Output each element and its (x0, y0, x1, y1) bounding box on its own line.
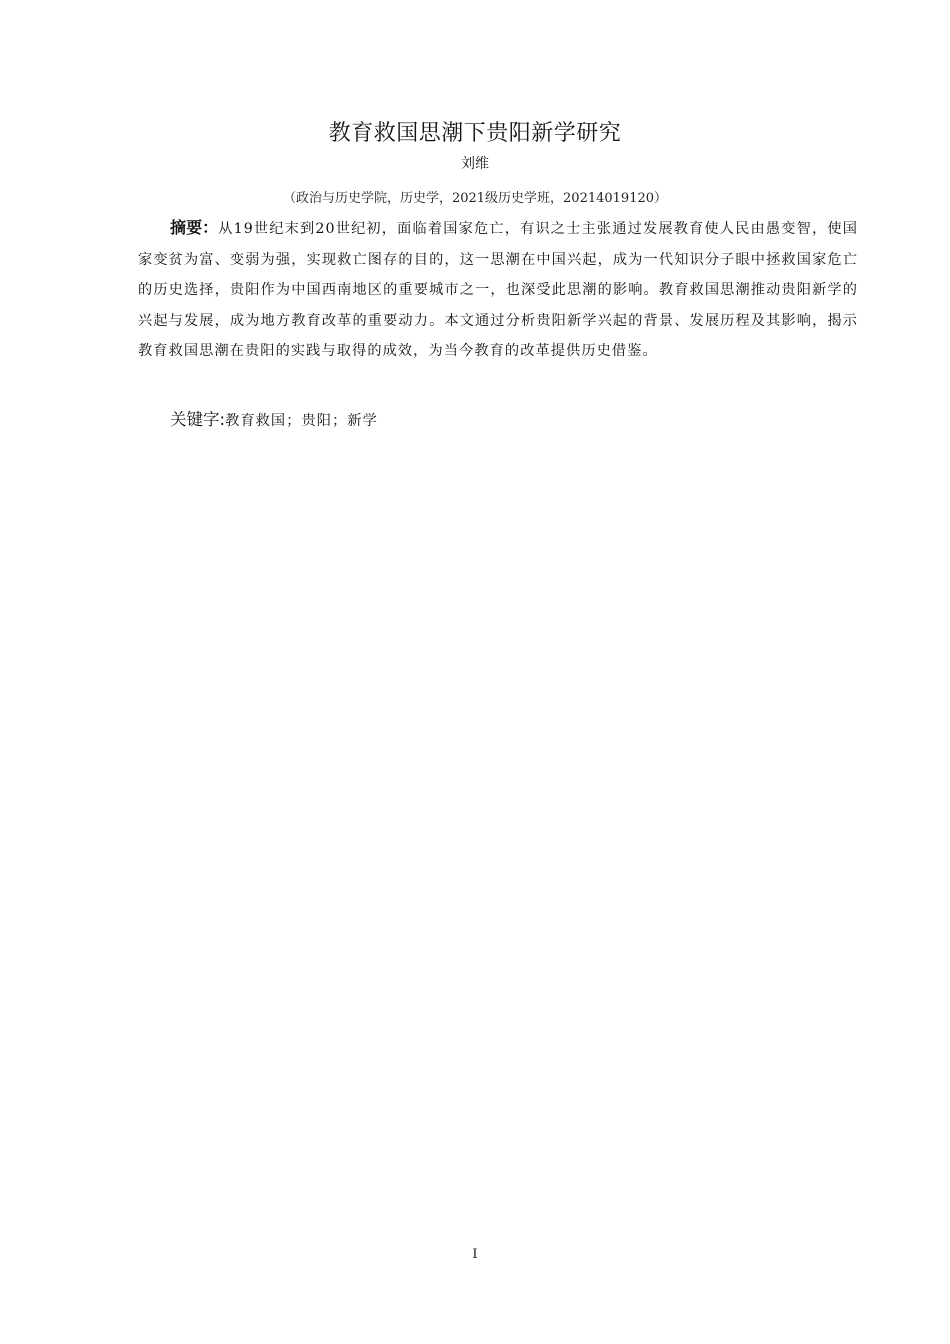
keywords-label: 关键字: (170, 410, 226, 429)
paper-title: 教育救国思潮下贵阳新学研究 (328, 121, 622, 146)
keywords-text: 教育救国；贵阳；新学 (225, 413, 378, 429)
author-affiliation: （政治与历史学院，历史学，2021级历史学班，20214019120） (282, 191, 668, 206)
abstract-paragraph (138, 213, 858, 367)
keywords-line (170, 406, 378, 430)
abstract-label: 摘要： (170, 218, 219, 237)
page-number: I (472, 1247, 478, 1262)
author-name: 刘维 (461, 156, 489, 172)
abstract-text: 从19世纪末到20世纪初，面临着国家危亡，有识之士主张通过发展教育使人民由愚变智，使国家变贫为富、变弱为强，实现救亡图存的目的，这一思潮在中国兴起，成为一代知识分子眼中拯救国家危亡的历史选择，贵阳作为中国西南地区的重要城市之一，也深受此思潮的影响。教育救国思潮推动贵阳新学的兴起与发展，成为地方教育改革的重要动力。本文通过分析贵阳新学兴起的背景、发展历程及其影响，揭示教育救国思潮在贵阳的实践与取得的成效，为当今教育的改革提供历史借鉴。 (138, 221, 858, 360)
